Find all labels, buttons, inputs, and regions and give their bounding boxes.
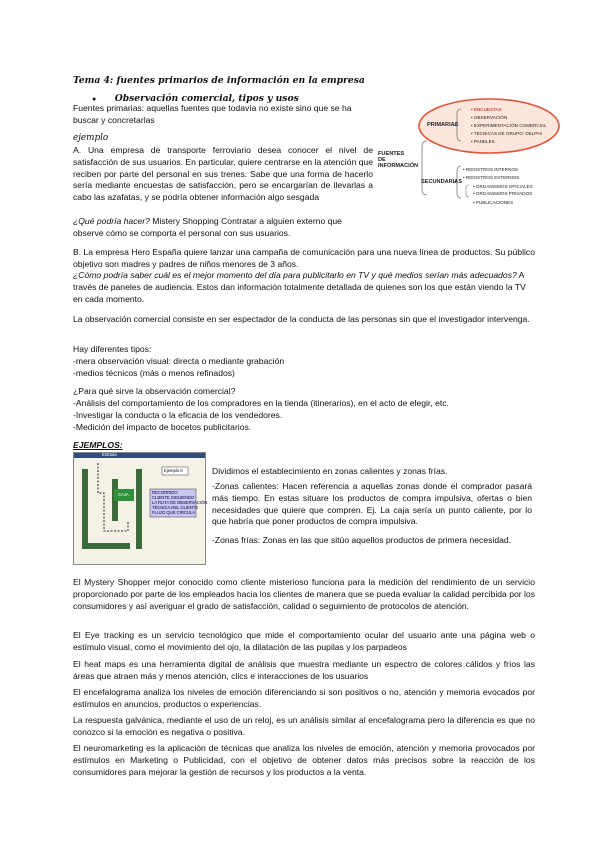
tecnica-paragraph: El Mystery Shopper mejor conocido como cliente misterioso funciona para la medición del rendimiento de un servicio proporcionado por parte de los empleados hacia los clientes de manera que se pueda evaluar la calidad percibida por los consumidores y así averiguar el grado de satisfacción, calidad o seguimiento de protocolos de atención.	[73, 577, 535, 611]
shelf-left	[82, 469, 88, 549]
tipos-item: -medios técnicos (más o menos refinados)	[73, 368, 235, 378]
tecnica-paragraph: El heat maps es una herramienta digital de análisis que muestra mediante un espectro de colores cálidos y fríos las áreas que atraen más y menos atención, clics e interacciones de los usuarios	[73, 659, 535, 681]
tecnica-paragraph: El Eye tracking es un servicio tecnológico que mide el comportamiento ocular del usuario ante una página web o estímulo visual, como el movimiento del ojo, la dilatación de las pupilas y los parpadeos	[73, 630, 535, 652]
observacion-definition: La observación comercial consiste en ser espectador de la conducta de las personas sin que el investigador intervenga.	[73, 314, 530, 324]
primarias-item: • TÉCNICAS DE GRUPO: DELPHI	[471, 131, 542, 136]
primarias-item: • PANELES	[471, 139, 495, 144]
example-a-text: A. Una empresa de transporte ferroviario desea conocer el nivel de satisfacción de sus usuarios. En particular, quiere centrarse en la atención que reciben por parte del personal en sus trenes. Sabe que una forma de hacerlo sería mediante encuestas de satisfacción, pero se encargarían de llevarlas a cabo las azafatas, y se podría obtener información algo sesgada	[73, 145, 373, 203]
usos-title: ¿Para qué sirve la observación comercial?	[73, 386, 236, 396]
subtitle: Observación comercial, tipos y usos	[114, 93, 299, 104]
tecnica-paragraph: El neuromarketing es la aplicación de técnicas que analiza los niveles de emoción, atención y memoria provocados por estímulos en Marketing o Publicidad, con el objetivo de obtener datos más precisos sobre la reacción de los consumidores para mejorar la gestión de recursos y los productos a la venta.	[73, 743, 535, 777]
example-label: ejemplo	[73, 133, 109, 143]
legend-line: CLIENTE SIGUIENDO	[152, 495, 195, 500]
example-a-question: ¿Qué podría hacer?	[73, 216, 150, 226]
shelf-right	[136, 469, 142, 549]
tipos-title: Hay diferentes tipos:	[73, 344, 152, 354]
shelf-bottom	[82, 543, 130, 549]
legend-line: TÉCNICA DEL CLIENTE	[152, 505, 199, 510]
zonas-calientes: -Zonas calientes: Hacen referencia a aquellas zonas donde el comprador pasará más tiempo. En estas situare los productos de compra impulsiva, ofertas o bien necesidades que quiere que compren. Ej. La caja sería un punto caliente, por lo que habría que poner productos de compra impulsiva.	[212, 481, 532, 527]
caja-label: CAJA	[118, 492, 129, 497]
externos-brace	[466, 185, 469, 197]
primary-sources-definition: Fuentes primarias: aquellas fuentes que todavía no existe sino que se ha buscar y concretarlas	[73, 103, 352, 125]
root-label-2: DE	[378, 157, 386, 163]
legend-line: FLUJO QUE CIRCULA	[152, 510, 196, 515]
secundarias-item: • ORGANISMOS PRIVADOS	[473, 191, 533, 196]
sources-diagram	[375, 96, 567, 224]
entrada-label: Entrada	[102, 452, 117, 457]
usos-item: -Investigar la conducta o la eficacia de los vendedores.	[73, 410, 283, 420]
page-title: Tema 4: fuentes primarios de información en la empresa	[73, 75, 365, 86]
zonas-intro: Dividimos el establecimiento en zonas calientes y zonas frías.	[212, 466, 448, 476]
secundarias-item: • ORGANISMOS OFICIALES	[473, 184, 533, 189]
secundarias-item: • PUBLICACIONES	[473, 200, 514, 205]
legend-line: LA RUTA DE OBSERVACIÓN	[152, 500, 208, 505]
root-label-1: FUENTES	[378, 151, 405, 157]
example-a-answer: Mistery Shopping Contratar a alguien externo que observe cómo se comporta el personal con sus usuarios.	[73, 216, 342, 238]
root-brace	[422, 141, 427, 195]
tipos-item: -mera observación visual: directa o mediante grabación	[73, 356, 285, 366]
bullet-icon: ●	[92, 96, 97, 103]
example-b-answer: A través de paneles de audiencia. Estos dan información totalmente detallada de quienes son los que están viendo la TV en cada momento.	[73, 270, 526, 304]
secundarias-item: • REGISTROS EXTERNOS	[463, 175, 520, 180]
root-label-3: INFORMACIÓN	[378, 163, 419, 169]
usos-item: -Medición del impacto de bocetos publicitarios.	[73, 422, 252, 432]
tecnica-paragraph: El encefalograma analiza los niveles de emoción diferenciando si son positivos o no, atención y memoria evocados por estímulos en anuncios, productos o experiencias.	[73, 687, 535, 709]
example-b-question: ¿Cómo podría saber cuál es el mejor momento del día para publicitarlo en TV y qué medios serían más adecuados?	[73, 270, 517, 280]
primarias-label: PRIMARIAS	[427, 122, 459, 128]
example-b-question-line	[73, 270, 535, 305]
primarias-item: • EXPERIMENTACIÓN COMERCIAL	[471, 123, 547, 128]
primarias-item: • OBSERVACIÓN	[471, 115, 508, 120]
ejemplo-label: Ejemplo 8	[164, 468, 183, 473]
tecnica-paragraph: La respuesta galvánica, mediante el uso de un reloj, es un análisis similar al encefalograma pero la diferencia es que no conozco si la emoción es negativa o positiva.	[73, 715, 535, 737]
zonas-frias: -Zonas frías: Zonas en las que sitúo aquellos productos de primera necesidad.	[212, 535, 512, 545]
legend-line: RECORRIDO	[152, 490, 178, 495]
usos-item: -Análisis del comportamiento de los compradores en la tienda (itinerarios), en el acto de elegir, etc.	[73, 398, 449, 408]
ejemplos-label: EJEMPLOS:	[73, 440, 123, 450]
secundarias-label: SECUNDARIAS	[421, 179, 463, 185]
example-a-question-line	[73, 216, 373, 240]
primarias-item: • ENCUESTAS	[471, 107, 502, 112]
plan-top-bar	[74, 453, 205, 458]
store-floor-plan	[73, 452, 206, 565]
secundarias-item: • REGISTROS INTERNOS	[463, 167, 518, 172]
example-b-text: B. La empresa Hero España quiere lanzar una campaña de comunicación para una nueva línea de productos. Su público objetivo son madres y padres de niños menores de 3 años.	[73, 247, 535, 269]
